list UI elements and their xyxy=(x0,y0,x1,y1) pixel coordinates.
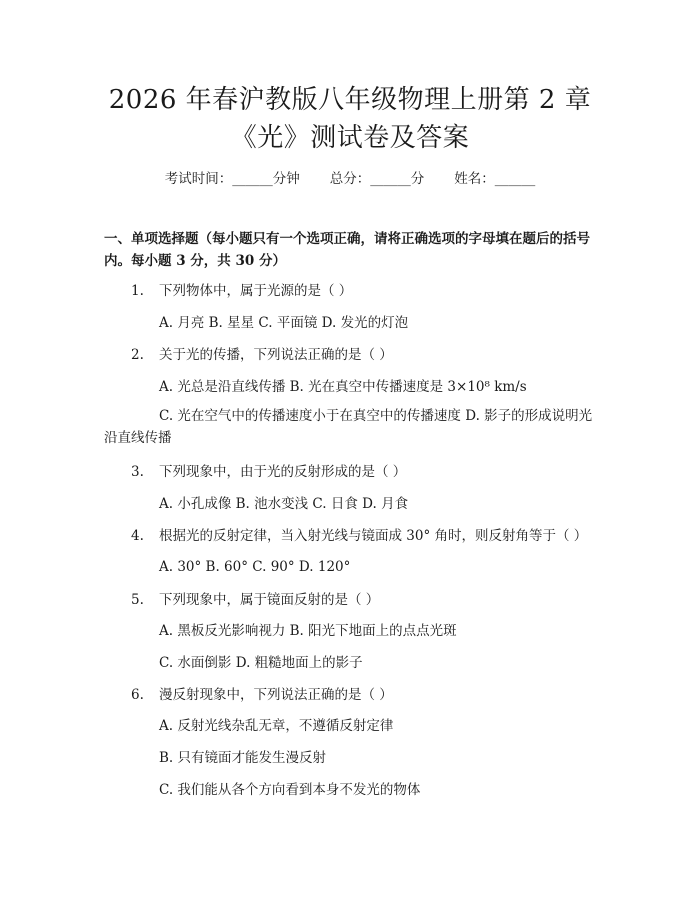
question-number: 4. xyxy=(131,528,144,544)
question-number: 3. xyxy=(131,464,144,480)
question-text: 关于光的传播，下列说法正确的是（ ） xyxy=(159,347,393,363)
question-text: 下列现象中，属于镜面反射的是（ ） xyxy=(159,592,380,608)
question-number: 1. xyxy=(131,283,144,299)
question-number: 5. xyxy=(131,592,144,608)
question-item xyxy=(131,685,601,705)
question-options: A. 小孔成像 B. 池水变浅 C. 日食 D. 月食 xyxy=(159,496,409,512)
question-options: A. 黑板反光影响视力 B. 阳光下地面上的点点光斑 xyxy=(159,623,457,639)
student-name-label: 姓名：______ xyxy=(454,171,536,187)
question-options: A. 反射光线杂乱无章，不遵循反射定律 xyxy=(159,718,394,734)
question-number: 6. xyxy=(131,687,144,703)
question-options: C. 我们能从各个方向看到本身不发光的物体 xyxy=(159,782,421,798)
exam-time-label: 考试时间：______分钟 xyxy=(164,171,300,187)
question-text: 根据光的反射定律，当入射光线与镜面成 30° 角时，则反射角等于（ ） xyxy=(159,528,588,544)
total-score-label: 总分：______分 xyxy=(329,171,425,187)
question-text: 下列现象中，由于光的反射形成的是（ ） xyxy=(159,464,407,480)
question-item xyxy=(131,345,601,365)
question-item xyxy=(131,526,601,546)
section-heading: 一、单项选择题（每小题只有一个选项正确，请将正确选项的字母填在题后的括号内。每小题 3 分，共 30 分） xyxy=(104,231,590,269)
question-text: 下列物体中，属于光源的是（ ） xyxy=(159,283,353,299)
question-options: C. 光在空气中的传播速度小于在真空中的传播速度 D. 影子的形成说明光沿直线传播 xyxy=(104,408,593,446)
document-title-line2: 《光》测试卷及答案 xyxy=(230,123,470,153)
question-item xyxy=(131,590,601,610)
question-options: B. 只有镜面才能发生漫反射 xyxy=(159,750,327,766)
question-options: A. 光总是沿直线传播 B. 光在真空中传播速度是 3×10⁸ km/s xyxy=(159,379,527,395)
question-options: A. 30° B. 60° C. 90° D. 120° xyxy=(159,559,351,575)
exam-info-line xyxy=(0,170,700,188)
question-number: 2. xyxy=(131,347,144,363)
question-text: 漫反射现象中，下列说法正确的是（ ） xyxy=(159,687,393,703)
question-item xyxy=(131,462,601,482)
document-title-line1: 2026 年春沪教版八年级物理上册第 2 章 xyxy=(108,85,592,115)
question-options: A. 月亮 B. 星星 C. 平面镜 D. 发光的灯泡 xyxy=(159,315,409,331)
question-item xyxy=(131,281,601,301)
question-options: C. 水面倒影 D. 粗糙地面上的影子 xyxy=(159,655,363,671)
